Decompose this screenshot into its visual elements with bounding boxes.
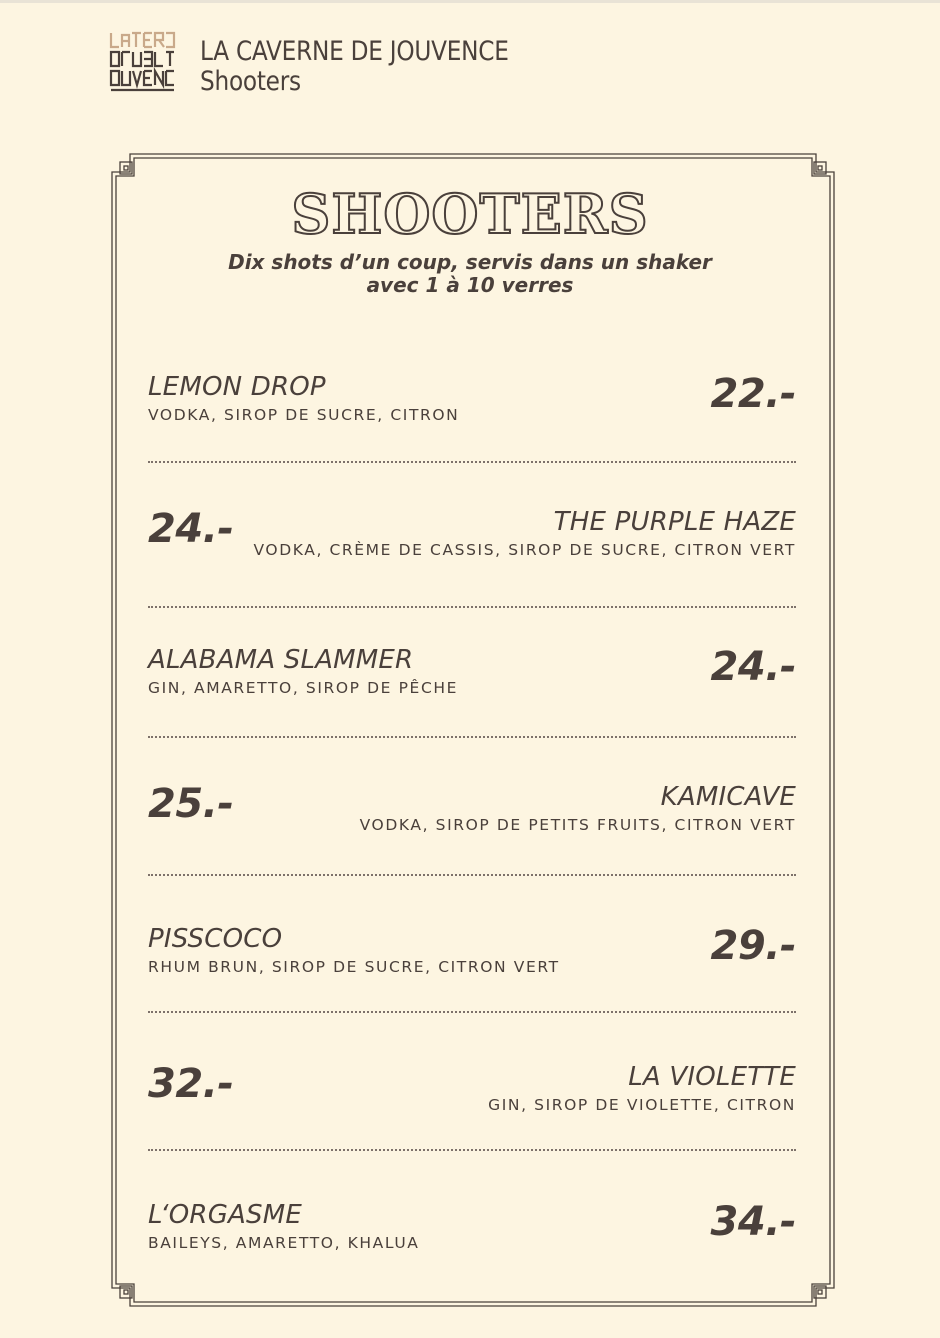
subtitle-line-2: avec 1 à 10 verres xyxy=(366,273,574,297)
item-divider xyxy=(148,1011,796,1013)
menu-subtitle xyxy=(0,251,940,297)
item-price: 24.- xyxy=(148,506,234,552)
section-name: Shooters xyxy=(200,66,301,97)
item-price: 32.- xyxy=(148,1061,234,1107)
item-name: PISSCOCO xyxy=(148,924,283,954)
item-ingredients: GIN, SIROP DE VIOLETTE, CITRON xyxy=(488,1096,796,1114)
item-name: LA VIOLETTE xyxy=(628,1062,796,1092)
item-price: 29.- xyxy=(710,923,796,969)
item-price: 25.- xyxy=(148,781,234,827)
item-divider xyxy=(148,736,796,738)
brand-name: LA CAVERNE DE JOUVENCE xyxy=(200,36,509,67)
item-divider xyxy=(148,1149,796,1151)
subtitle-line-1: Dix shots d’un coup, servis dans un shaker xyxy=(228,250,712,274)
caverne-monogram-logo xyxy=(108,30,178,96)
item-ingredients: VODKA, CRÈME DE CASSIS, SIROP DE SUCRE, CITRON VERT xyxy=(253,541,796,559)
item-name: THE PURPLE HAZE xyxy=(553,507,796,537)
item-name: L‘ORGASME xyxy=(148,1200,302,1230)
menu-frame xyxy=(108,150,838,1310)
item-ingredients: BAILEYS, AMARETTO, KHALUA xyxy=(148,1234,420,1252)
item-ingredients: VODKA, SIROP DE SUCRE, CITRON xyxy=(148,406,460,424)
item-divider xyxy=(148,874,796,876)
item-divider xyxy=(148,606,796,608)
item-name: LEMON DROP xyxy=(148,372,326,402)
item-ingredients: VODKA, SIROP DE PETITS FRUITS, CITRON VERT xyxy=(359,816,796,834)
item-price: 34.- xyxy=(710,1199,796,1245)
item-name: KAMICAVE xyxy=(660,782,796,812)
item-divider xyxy=(148,461,796,463)
item-price: 24.- xyxy=(710,644,796,690)
item-ingredients: GIN, AMARETTO, SIROP DE PÊCHE xyxy=(148,679,459,697)
item-price: 22.- xyxy=(710,371,796,417)
item-name: ALABAMA SLAMMER xyxy=(148,645,414,675)
ornamental-border xyxy=(108,150,838,1310)
top-edge-line xyxy=(0,0,940,3)
item-ingredients: RHUM BRUN, SIROP DE SUCRE, CITRON VERT xyxy=(148,958,560,976)
menu-title: SHOOTERS xyxy=(291,182,649,246)
